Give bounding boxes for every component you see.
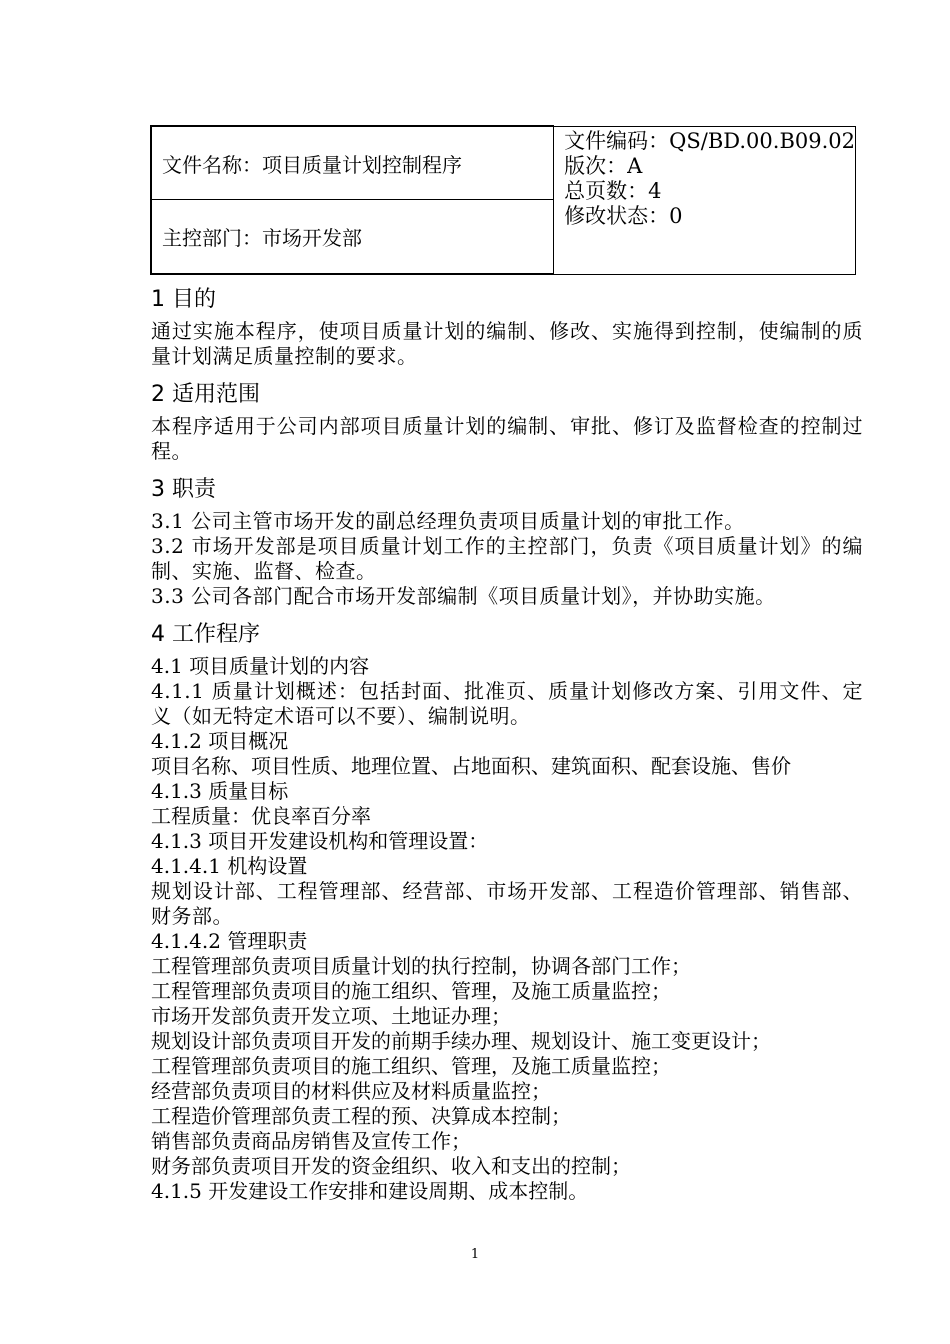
section-1-text: 通过实施本程序，使项目质量计划的编制、修改、实施得到控制，使编制的质量计划满足质量控制的要求。 (151, 319, 863, 368)
section-4-line: 项目名称、项目性质、地理位置、占地面积、建筑面积、配套设施、售价 (151, 754, 791, 778)
section-4-line: 财务部负责项目开发的资金组织、收入和支出的控制； (151, 1154, 631, 1178)
section-4-line: 工程管理部负责项目的施工组织、管理，及施工质量监控； (151, 979, 671, 1003)
section-1-heading: 1 目的 (151, 287, 216, 312)
file-name: 文件名称：项目质量计划控制程序 (162, 152, 462, 177)
section-4-line: 4.1.3 质量目标 (151, 779, 289, 803)
version: 版次：A (564, 153, 643, 178)
section-2-heading: 2 适用范围 (151, 382, 260, 407)
page-number: 1 (470, 1247, 480, 1262)
section-4-line: 工程管理部负责项目质量计划的执行控制，协调各部门工作； (151, 954, 691, 978)
section-4-line: 工程管理部负责项目的施工组织、管理，及施工质量监控； (151, 1054, 671, 1078)
revision-status: 修改状态：0 (564, 203, 683, 228)
file-name-cell (151, 126, 554, 200)
section-4-line: 规划设计部、工程管理部、经营部、市场开发部、工程造价管理部、销售部、财务部。 (151, 879, 863, 928)
file-code: 文件编码：QS/BD.00.B09.02 (564, 128, 855, 153)
section-4-line: 4.1.4.2 管理职责 (151, 929, 308, 953)
section-4-line: 销售部负责商品房销售及宣传工作； (151, 1129, 471, 1153)
section-4-line: 工程质量：优良率百分率 (151, 804, 371, 828)
section-4-line: 4.1 项目质量计划的内容 (151, 654, 370, 678)
section-4-heading: 4 工作程序 (151, 622, 260, 647)
section-4-line: 4.1.2 项目概况 (151, 729, 289, 753)
department-cell (151, 200, 554, 275)
document-info-cell (554, 126, 856, 274)
department: 主控部门：市场开发部 (162, 226, 362, 250)
document-body (151, 283, 863, 1204)
section-4-line: 工程造价管理部负责工程的预、决算成本控制； (151, 1104, 571, 1128)
section-3-item: 3.3 公司各部门配合市场开发部编制《项目质量计划》，并协助实施。 (151, 584, 776, 608)
section-3-heading: 3 职责 (151, 477, 216, 502)
section-4-line: 4.1.1 质量计划概述：包括封面、批准页、质量计划修改方案、引用文件、定义（如无特定术语可以不要）、编制说明。 (151, 679, 863, 728)
total-pages: 总页数：4 (564, 178, 662, 203)
section-4-line: 4.1.5 开发建设工作安排和建设周期、成本控制。 (151, 1179, 589, 1203)
document-header-table (150, 125, 856, 275)
section-2-text: 本程序适用于公司内部项目质量计划的编制、审批、修订及监督检查的控制过程。 (151, 414, 863, 463)
section-4-line: 市场开发部负责开发立项、土地证办理； (151, 1004, 511, 1028)
section-4-line: 4.1.4.1 机构设置 (151, 854, 308, 878)
section-3-item: 3.2 市场开发部是项目质量计划工作的主控部门，负责《项目质量计划》的编制、实施、监督、检查。 (151, 534, 863, 583)
section-3-item: 3.1 公司主管市场开发的副总经理负责项目质量计划的审批工作。 (151, 509, 745, 533)
section-4-line: 规划设计部负责项目开发的前期手续办理、规划设计、施工变更设计； (151, 1029, 771, 1053)
section-4-line: 经营部负责项目的材料供应及材料质量监控； (151, 1079, 551, 1103)
section-4-line: 4.1.3 项目开发建设机构和管理设置： (151, 829, 489, 853)
